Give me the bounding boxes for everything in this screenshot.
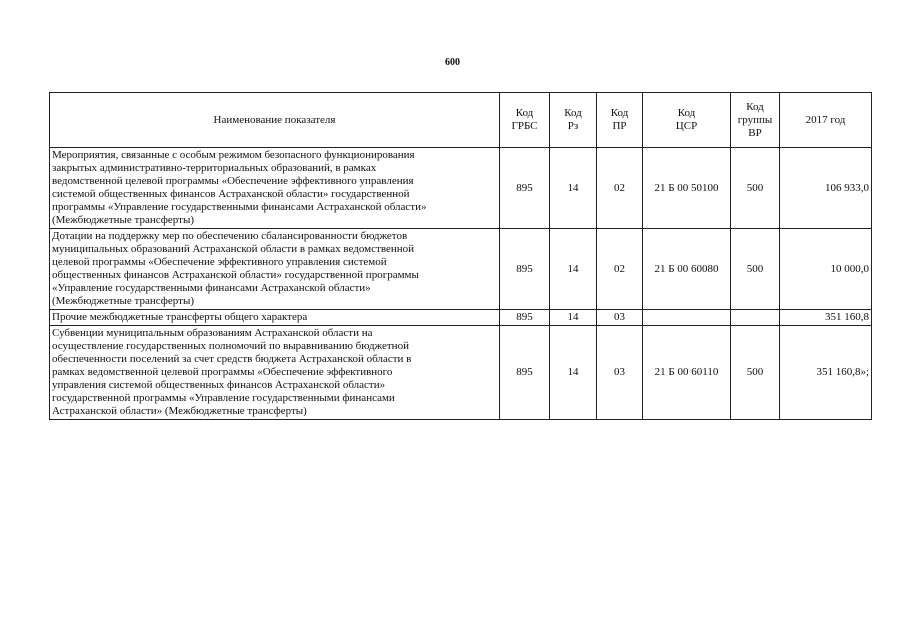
pr-cell: 02 [597,148,643,229]
header-rz: Код Рз [550,93,597,148]
pr-cell: 02 [597,229,643,310]
rz-cell: 14 [550,148,597,229]
csr-cell: 21 Б 00 60110 [643,326,731,420]
amount-cell: 10 000,0 [780,229,872,310]
pr-cell: 03 [597,326,643,420]
grbs-cell: 895 [500,326,550,420]
row-name-cell: Мероприятия, связанные с особым режимом безопасного функционирования закрытых административно-территориальных образований, в рамках ведомственной целевой программы «Обеспечение эффективного управления системой общественных финансов Астраханской области» государственной программы «Управление государственными финансами Астраханской области» (Межбюджетные трансферты) [50,148,500,229]
table-row [50,326,872,420]
table-header-row [50,93,872,148]
vr-cell: 500 [731,326,780,420]
csr-cell [643,310,731,326]
row-name-cell: Прочие межбюджетные трансферты общего характера [50,310,500,326]
table-row [50,310,872,326]
csr-cell: 21 Б 00 50100 [643,148,731,229]
header-grbs: Код ГРБС [500,93,550,148]
grbs-cell: 895 [500,148,550,229]
vr-cell: 500 [731,229,780,310]
grbs-cell: 895 [500,310,550,326]
rz-cell: 14 [550,326,597,420]
header-csr: Код ЦСР [643,93,731,148]
pr-cell: 03 [597,310,643,326]
rz-cell: 14 [550,310,597,326]
row-name-cell: Субвенции муниципальным образованиям Астраханской области на осуществление государственных полномочий по выравниванию бюджетной обеспеченности поселений за счет средств бюджета Астраханской области в рамках ведомственной целевой программы «Обеспечение эффективного управления системой общественных финансов Астраханской области» государственной программы «Управление государственными финансами Астраханской области» (Межбюджетные трансферты) [50,326,500,420]
amount-cell: 351 160,8»; [780,326,872,420]
page-number: 600 [445,57,460,68]
header-name: Наименование показателя [50,93,500,148]
csr-cell: 21 Б 00 60080 [643,229,731,310]
table-row [50,148,872,229]
rz-cell: 14 [550,229,597,310]
amount-cell: 351 160,8 [780,310,872,326]
amount-cell: 106 933,0 [780,148,872,229]
budget-table [49,92,872,420]
vr-cell: 500 [731,148,780,229]
header-pr: Код ПР [597,93,643,148]
row-name-cell: Дотации на поддержку мер по обеспечению сбалансированности бюджетов муниципальных образований Астраханской области в рамках ведомственной целевой программы «Обеспечение эффективного управления системой общественных финансов Астраханской области» государственной программы «Управление государственными финансами Астраханской области» (Межбюджетные трансферты) [50,229,500,310]
header-vr: Код группы ВР [731,93,780,148]
table-row [50,229,872,310]
header-year: 2017 год [780,93,872,148]
vr-cell [731,310,780,326]
grbs-cell: 895 [500,229,550,310]
